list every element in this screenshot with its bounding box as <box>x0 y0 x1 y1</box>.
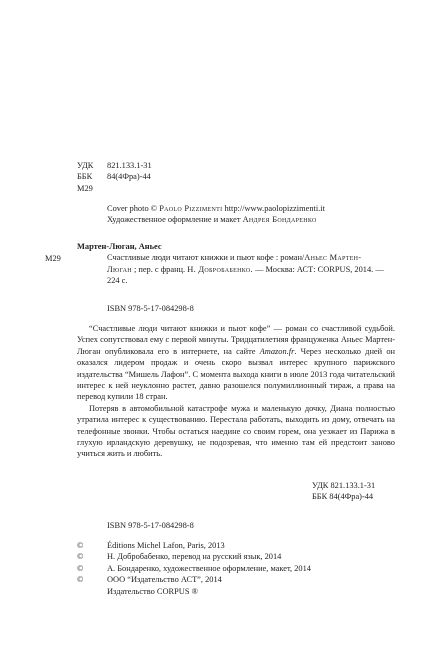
copyright-list <box>77 540 311 597</box>
cover-credit-url: http://www.paolopizzimenti.it <box>224 204 325 213</box>
annotation-p1-end: . Через несколько дней он оказался лидером продаж и очень скоро вызвал интерес крупного парижского издательства “Мишель Лафон”. С момента выхода книги в июле 2013 года читательский интерес к ней неуклонно растет, давно разошелся полумиллионный тираж, а права на перевод купили 18 стран. <box>77 346 395 402</box>
catalog-translator: Н. Добробабенко. <box>187 264 253 274</box>
udk-label: УДК <box>77 161 94 170</box>
copyright-symbol <box>77 586 107 597</box>
copyright-text: Н. Добробабенко, перевод на русский язык, 2014 <box>107 552 282 562</box>
udk-row <box>77 160 152 171</box>
copyright-line <box>77 586 311 597</box>
copyright-symbol: © <box>77 575 84 585</box>
credits-block <box>107 203 407 226</box>
udk-value: 821.133.1-31 <box>107 161 152 170</box>
annotation-site: Amazon.fr <box>259 346 295 356</box>
catalog-author-cont: Люган <box>107 264 132 274</box>
catalog-entry <box>77 241 392 287</box>
annotation-p1-start: “Счастливые люди читают книжки и пьют кофе” — роман со счастливой судьбой. Успех сопутствовал ему с первой минуты. Тридцатилетняя француженка Аньес Мартен-Люган опубликовала его в интернете, на сайте <box>77 324 395 356</box>
cover-credit-prefix: Cover photo © <box>107 204 158 213</box>
catalog-description <box>77 252 392 286</box>
cover-credit <box>107 203 407 214</box>
copyright-line <box>77 563 311 574</box>
catalog-author: Аньес Мартен- <box>304 253 362 263</box>
catalog-line-1 <box>107 252 392 263</box>
classification-block <box>77 160 152 194</box>
isbn-top: ISBN 978-5-17-084298-8 <box>107 304 194 313</box>
copyright-line <box>77 551 311 562</box>
bbk-right: ББК 84(4Фра)-44 <box>312 492 374 502</box>
design-credit-prefix: Художественное оформление и макет <box>107 215 241 225</box>
cover-credit-name: Paolo Pizzimenti <box>159 204 223 213</box>
catalog-publisher: — Москва: АСТ: CORPUS, 2014. — <box>255 264 384 274</box>
copyright-symbol: © <box>77 563 84 573</box>
bbk-row <box>77 171 152 182</box>
copyright-text: А. Бондаренко, художественное оформление, макет, 2014 <box>107 563 311 573</box>
copyright-text: Éditions Michel Lafon, Paris, 2013 <box>107 541 225 550</box>
catalog-pages: 224 с. <box>107 276 128 286</box>
annotation-paragraph-2: Потеряв в автомобильной катастрофе мужа и маленькую дочку, Диана полностью утратила интерес к существованию. Перестала работать, выходить из дому, отвечать на телефонные звонки. Чтобы остаться наедине со своим горем, она уезжает из Парижа в глухую ирландскую деревушку, не подозревая, что именно там ей предстоит заново учиться жить и любить. <box>77 403 395 459</box>
copyright-symbol: © <box>77 552 84 562</box>
catalog-heading: Мартен-Люган, Аньес <box>77 242 162 251</box>
catalog-line-2 <box>107 264 392 275</box>
classification-right <box>312 480 375 503</box>
bbk-label: ББК <box>77 172 93 182</box>
design-credit <box>107 214 407 225</box>
copyright-text: Издательство CORPUS ® <box>107 586 198 596</box>
catalog-mark: М29 <box>45 254 61 263</box>
copyright-line <box>77 574 311 585</box>
annotation <box>77 323 395 460</box>
copyright-line <box>77 540 311 551</box>
catalog-title: Счастливые люди читают книжки и пьют кофе : роман/ <box>107 253 305 263</box>
copyright-symbol: © <box>77 541 84 550</box>
isbn-bottom: ISBN 978-5-17-084298-8 <box>107 521 194 530</box>
bbk-value: 84(4Фра)-44 <box>107 172 151 182</box>
design-credit-name: Андрея Бондаренко <box>242 215 317 225</box>
copyright-text: ООО “Издательство АСТ”, 2014 <box>107 575 222 585</box>
catalog-translation: ; пер. с франц. <box>133 264 186 274</box>
udk-right: УДК 821.133.1-31 <box>312 481 376 490</box>
author-mark-row <box>77 183 152 194</box>
annotation-paragraph-1 <box>77 323 395 403</box>
author-mark: М29 <box>77 183 93 193</box>
